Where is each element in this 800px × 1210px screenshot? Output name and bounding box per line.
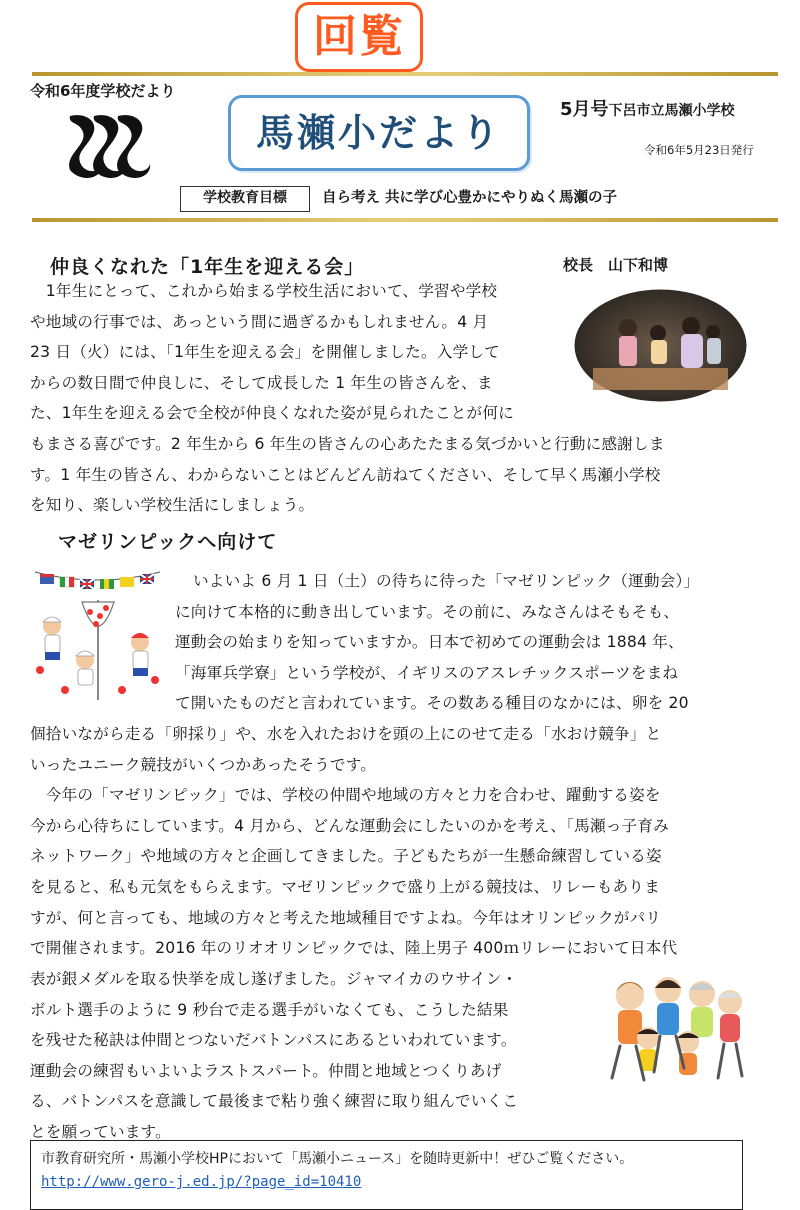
- school-name: 下呂市立馬瀬小学校: [608, 103, 735, 119]
- article2-line: 表が銀メダルを取る快挙を成し遂げました。ジャマイカのウサイン・: [30, 970, 518, 988]
- article2-line: る、バトンパスを意識して最後まで粘り強く練習に取り組んでいくこ: [30, 1092, 519, 1111]
- article2-line: いよいよ 6 月 1 日（土）の待ちに待った「マゼリンピック（運動会）」: [193, 572, 700, 590]
- article2-line: 運動会の練習もいよいよラストスパート。仲間と地域とつくりあげ: [30, 1061, 502, 1080]
- article2-line: て開いたものだと言われています。その数ある種目のなかには、卵を 20: [175, 694, 689, 713]
- article2-line: を見ると、私も元気をもらえます。マゼリンピックで盛り上がる競技は、リレーもありま: [30, 877, 660, 896]
- article1-line: 23 日（火）には、「1年生を迎える会」を開催しました。入学して: [30, 343, 500, 362]
- issue-date: 令和6年5月23日発行: [644, 143, 754, 157]
- article2-line: 運動会の始まりを知っていますか。日本で初めての運動会は 1884 年、: [175, 633, 684, 652]
- article2-heading: マゼリンピックへ向けて: [58, 531, 278, 553]
- article1-line: もまさる喜びです。2 年生から 6 年生の皆さんの心あたたまる気づかいと行動に感謝しま: [30, 435, 665, 453]
- article1-line: た、1年生を迎える会で全校が仲良くなれた姿が見られたことが何に: [30, 404, 514, 423]
- article2-line: を残せた秘訣は仲間とつないだバトンパスにあるといわれています。: [30, 1031, 517, 1050]
- header-bottom-rule: [32, 218, 778, 222]
- article1-line: や地域の行事では、あっという間に過ぎるかもしれません。4 月: [30, 312, 489, 331]
- footer-notice: [30, 1140, 743, 1210]
- article2-line: 「海軍兵学寮」という学校が、イギリスのアスレチックスポーツをまね: [175, 663, 679, 682]
- sports-day-illustration: [30, 560, 165, 710]
- article2-line: 今年の「マゼリンピック」では、学校の仲間や地域の方々と力を合わせ、躍動する姿を: [30, 786, 661, 805]
- header-top-rule: [32, 72, 778, 76]
- article1-body-lower: [30, 429, 770, 521]
- article2-body-middle: [30, 719, 770, 964]
- article1-line: 1年生にとって、これから始まる学校生活において、学習や学校: [30, 282, 498, 300]
- article2-line: いったユニーク競技がいくつかあったそうです。: [30, 755, 377, 774]
- article2-line: とを願っています。: [30, 1122, 171, 1141]
- circulation-stamp: 回覧: [295, 2, 423, 72]
- newsletter-title: 馬瀬小だより: [228, 95, 530, 171]
- article2-line: で開催されます。2016 年のリオオリンピックでは、陸上男子 400ｍリレーにおいて日本代: [30, 939, 678, 958]
- goal-label: 学校教育目標: [180, 186, 310, 212]
- article2-line: 個拾いながら走る「卵採り」や、水を入れたおけを頭の上にのせて走る「水おけ競争」と: [30, 725, 662, 743]
- article1-body-upper: [30, 276, 575, 429]
- article1-line: を知り、楽しい学校生活にしましょう。: [30, 496, 315, 515]
- article2-body-lower: [30, 964, 595, 1148]
- school-logo: [60, 104, 152, 186]
- school-website-link[interactable]: http://www.gero-j.ed.jp/?page_id=10410: [41, 1174, 362, 1190]
- article1-line: からの数日間で仲良しに、そして成長した 1 年生の皆さんを、ま: [30, 373, 493, 392]
- article2-line: 今から心待ちにしています。4 月から、どんな運動会にしたいのかを考え、「馬瀬っ子育み: [30, 816, 669, 835]
- issue-info: [560, 95, 735, 121]
- goal-text: 自ら考え 共に学び心豊かにやりぬく馬瀬の子: [322, 190, 618, 206]
- welcome-event-photo: [573, 288, 748, 403]
- community-runners-illustration: [600, 968, 750, 1086]
- article2-body-upper: [175, 566, 770, 719]
- article1-heading: 仲良くなれた「1年生を迎える会」: [50, 256, 365, 278]
- article2-line: すが、何と言っても、地域の方々と考えた地域種目ですよね。今年はオリンピックがパリ: [30, 908, 662, 927]
- article1-author: 校長 山下和博: [563, 256, 669, 274]
- article2-line: に向けて本格的に動き出しています。その前に、みなさんはそもそも、: [175, 602, 680, 621]
- year-label: 令和6年度学校だより: [30, 82, 176, 100]
- article2-line: ボルト選手のように 9 秒台で走る選手がいなくても、こうした結果: [30, 1000, 509, 1019]
- issue-number: 5月号: [560, 99, 609, 120]
- article1-line: す。1 年生の皆さん、わからないことはどんどん訪ねてください、そして早く馬瀬小学校: [30, 465, 661, 484]
- footer-text: 市教育研究所・馬瀬小学校HPにおいて「馬瀬小ニュース」を随時更新中！ぜひご覧ください。: [41, 1151, 634, 1167]
- article2-line: ネットワーク」や地域の方々と企画してきました。子どもたちが一生懸命練習している姿: [30, 847, 662, 866]
